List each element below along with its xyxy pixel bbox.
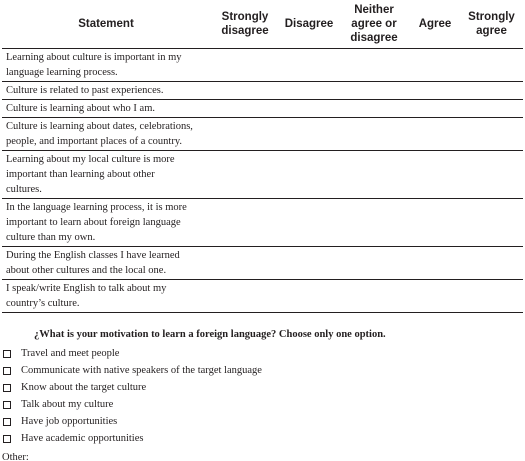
answer-cell-disagree[interactable] — [280, 279, 338, 312]
motivation-options — [2, 345, 523, 447]
answer-cell-neither[interactable] — [338, 99, 410, 117]
statement-cell: In the language learning process, it is more important to learn about foreign language culture than my own. — [2, 198, 210, 246]
likert-table — [2, 0, 523, 313]
checkbox[interactable] — [3, 350, 11, 358]
answer-cell-agree[interactable] — [410, 48, 460, 81]
option-job[interactable] — [2, 413, 523, 430]
header-neither: Neither agree or disagree — [338, 0, 410, 48]
answer-cell-neither[interactable] — [338, 48, 410, 81]
answer-cell-neither[interactable] — [338, 279, 410, 312]
option-label: Communicate with native speakers of the target language — [21, 365, 262, 376]
option-label: Know about the target culture — [21, 382, 147, 393]
option-my-culture[interactable] — [2, 396, 523, 413]
statement-cell: Culture is related to past experiences. — [2, 81, 210, 99]
answer-cell-strongly-agree[interactable] — [460, 99, 523, 117]
header-strongly-disagree: Strongly disagree — [210, 0, 280, 48]
answer-cell-agree[interactable] — [410, 99, 460, 117]
header-disagree: Disagree — [280, 0, 338, 48]
option-communicate[interactable] — [2, 362, 523, 379]
table-row — [2, 99, 523, 117]
answer-cell-agree[interactable] — [410, 117, 460, 150]
answer-cell-agree[interactable] — [410, 81, 460, 99]
answer-cell-strongly-disagree[interactable] — [210, 81, 280, 99]
statement-cell: Learning about culture is important in my language learning process. — [2, 48, 210, 81]
answer-cell-neither[interactable] — [338, 198, 410, 246]
answer-cell-agree[interactable] — [410, 198, 460, 246]
option-label: Talk about my culture — [21, 399, 114, 410]
table-row — [2, 117, 523, 150]
statement-cell: Culture is learning about dates, celebrations, people, and important places of a country. — [2, 117, 210, 150]
option-academic[interactable] — [2, 430, 523, 447]
answer-cell-strongly-disagree[interactable] — [210, 198, 280, 246]
checkbox[interactable] — [3, 367, 11, 375]
checkbox[interactable] — [3, 435, 11, 443]
answer-cell-disagree[interactable] — [280, 150, 338, 198]
answer-cell-strongly-disagree[interactable] — [210, 99, 280, 117]
option-target-culture[interactable] — [2, 379, 523, 396]
table-row — [2, 198, 523, 246]
table-row — [2, 48, 523, 81]
answer-cell-strongly-agree[interactable] — [460, 246, 523, 279]
option-label: Have academic opportunities — [21, 433, 144, 444]
table-row — [2, 81, 523, 99]
header-agree: Agree — [410, 0, 460, 48]
answer-cell-agree[interactable] — [410, 246, 460, 279]
checkbox[interactable] — [3, 384, 11, 392]
answer-cell-strongly-agree[interactable] — [460, 117, 523, 150]
answer-cell-strongly-disagree[interactable] — [210, 279, 280, 312]
answer-cell-strongly-disagree[interactable] — [210, 117, 280, 150]
answer-cell-neither[interactable] — [338, 81, 410, 99]
other-label: Other: — [2, 452, 29, 461]
answer-cell-neither[interactable] — [338, 246, 410, 279]
option-label: Have job opportunities — [21, 416, 118, 427]
table-header-row — [2, 0, 523, 48]
answer-cell-disagree[interactable] — [280, 81, 338, 99]
answer-cell-disagree[interactable] — [280, 246, 338, 279]
answer-cell-strongly-agree[interactable] — [460, 279, 523, 312]
answer-cell-strongly-agree[interactable] — [460, 48, 523, 81]
table-row — [2, 246, 523, 279]
motivation-question: ¿What is your motivation to learn a foreign language? Choose only one option. — [34, 329, 386, 340]
header-strongly-agree: Strongly agree — [460, 0, 523, 48]
checkbox[interactable] — [3, 401, 11, 409]
answer-cell-disagree[interactable] — [280, 99, 338, 117]
answer-cell-agree[interactable] — [410, 150, 460, 198]
answer-cell-strongly-agree[interactable] — [460, 81, 523, 99]
answer-cell-disagree[interactable] — [280, 117, 338, 150]
option-travel[interactable] — [2, 345, 523, 362]
answer-cell-strongly-disagree[interactable] — [210, 246, 280, 279]
answer-cell-neither[interactable] — [338, 117, 410, 150]
motivation-section — [2, 326, 523, 461]
answer-cell-neither[interactable] — [338, 150, 410, 198]
answer-cell-strongly-disagree[interactable] — [210, 150, 280, 198]
answer-cell-disagree[interactable] — [280, 48, 338, 81]
checkbox[interactable] — [3, 418, 11, 426]
answer-cell-disagree[interactable] — [280, 198, 338, 246]
answer-cell-strongly-agree[interactable] — [460, 150, 523, 198]
statement-header: Statement — [2, 0, 210, 48]
other-row — [2, 448, 523, 461]
table-row — [2, 279, 523, 312]
table-row — [2, 150, 523, 198]
other-input[interactable] — [31, 451, 197, 461]
statement-cell: I speak/write English to talk about my country’s culture. — [2, 279, 210, 312]
answer-cell-agree[interactable] — [410, 279, 460, 312]
answer-cell-strongly-disagree[interactable] — [210, 48, 280, 81]
option-label: Travel and meet people — [21, 348, 120, 359]
statement-cell: During the English classes I have learned about other cultures and the local one. — [2, 246, 210, 279]
answer-cell-strongly-agree[interactable] — [460, 198, 523, 246]
statement-cell: Culture is learning about who I am. — [2, 99, 210, 117]
statement-cell: Learning about my local culture is more important than learning about other cultures. — [2, 150, 210, 198]
